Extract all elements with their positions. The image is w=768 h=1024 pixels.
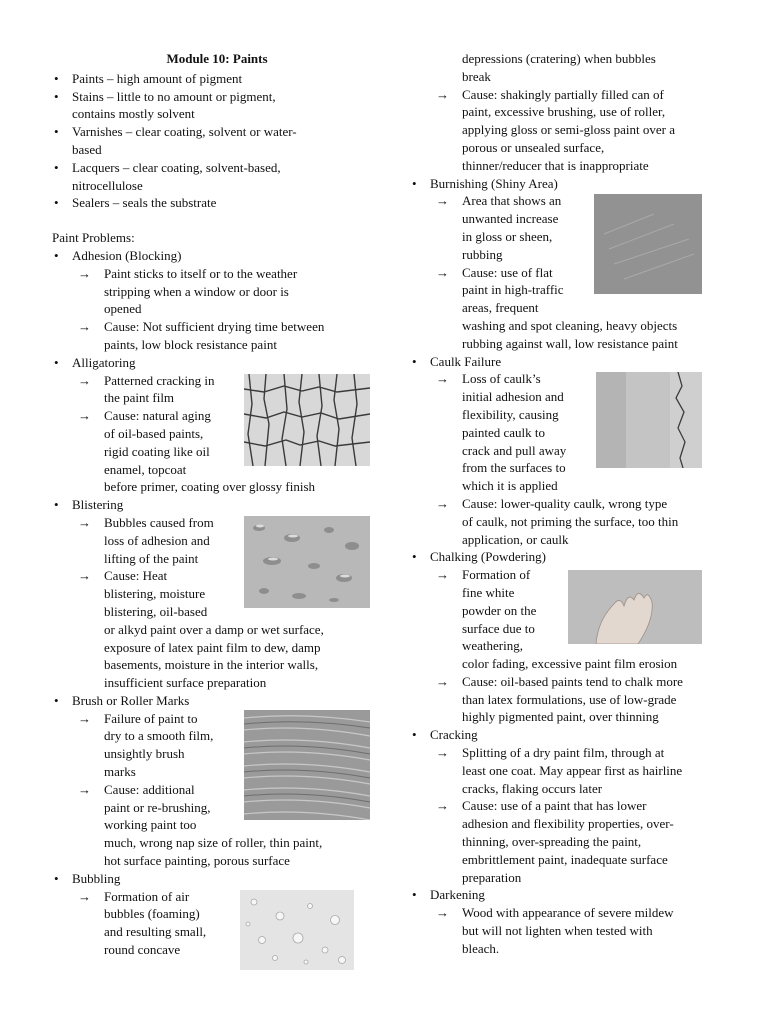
- bubbling-cause: → Cause: shakingly partially filled can of paint, excessive brushing, use of roller, applying gloss or semi-gloss paint over a porous or unsealed surface, thinner/reducer that is inappropriate: [410, 86, 730, 175]
- burnishing-description: → Area that shows an unwanted increase in gloss or sheen, rubbing: [410, 192, 632, 263]
- caulk-description: → Loss of caulk’s initial adhesion and flexibility, causing painted caulk to crack and pull away from the surfaces to which it is applied: [410, 370, 632, 495]
- intro-stains: • Stains – little to no amount or pigment, contains mostly solvent: [52, 88, 382, 124]
- left-column: [52, 50, 382, 959]
- problem-adhesion: • Adhesion (Blocking): [52, 247, 382, 265]
- right-column: [410, 50, 730, 958]
- alligatoring-cause: → Cause: natural aging of oil-based paints, rigid coating like oil enamel, topcoat: [52, 407, 294, 478]
- intro-paints: • Paints – high amount of pigment: [52, 70, 382, 88]
- chalking-description: → Formation of fine white powder on the surface due to weathering,: [410, 566, 622, 655]
- bubbling-description-cont: depressions (cratering) when bubbles break: [462, 51, 656, 84]
- brush-marks-cause: → Cause: additional paint or re-brushing, working paint too: [52, 781, 294, 834]
- page-title: Module 10: Paints: [166, 51, 268, 66]
- problem-alligatoring: • Alligatoring: [52, 354, 382, 372]
- blistering-description: → Bubbles caused from loss of adhesion and lifting of the paint: [52, 514, 294, 567]
- chalking-description-cont: color fading, excessive paint film erosion: [462, 656, 678, 672]
- problems-heading: Paint Problems:: [52, 230, 135, 246]
- problem-brush-marks: • Brush or Roller Marks: [52, 692, 382, 710]
- alligatoring-cause-cont: before primer, coating over glossy finish: [104, 479, 316, 495]
- problem-blistering: • Blistering: [52, 496, 382, 514]
- bubbling-description: → Formation of air bubbles (foaming) and resulting small, round concave: [52, 888, 294, 959]
- blistering-cause-cont: or alkyd paint over a damp or wet surface, exposure of latex paint film to dew, damp basements, moisture in the interior walls, insufficient surface preparation: [104, 621, 324, 691]
- intro-varnishes: • Varnishes – clear coating, solvent or water- based: [52, 123, 382, 159]
- brush-marks-cause-cont: much, wrong nap size of roller, thin paint, hot surface painting, porous surface: [104, 835, 323, 869]
- burnishing-cause: → Cause: use of flat paint in high-traffic areas, frequent: [410, 264, 632, 317]
- problem-cracking: • Cracking: [410, 726, 730, 744]
- problem-bubbling: • Bubbling: [52, 870, 382, 888]
- alligatoring-description: → Patterned cracking in the paint film: [52, 372, 294, 408]
- problem-darkening: • Darkening: [410, 886, 730, 904]
- darkening-description: → Wood with appearance of severe mildew but will not lighten when tested with bleach.: [410, 904, 730, 957]
- burnishing-cause-cont: washing and spot cleaning, heavy objects rubbing against wall, low resistance paint: [462, 317, 678, 351]
- adhesion-cause: → Cause: Not sufficient drying time between paints, low block resistance paint: [52, 318, 382, 354]
- problem-chalking: • Chalking (Powdering): [410, 548, 730, 566]
- chalking-cause: → Cause: oil-based paints tend to chalk more than latex formulations, use of low-grade highly pigmented paint, over thinning: [410, 673, 730, 726]
- problem-caulk-failure: • Caulk Failure: [410, 353, 730, 371]
- caulk-cause: → Cause: lower-quality caulk, wrong type of caulk, not priming the surface, too thin application, or caulk: [410, 495, 730, 548]
- problem-burnishing: • Burnishing (Shiny Area): [410, 175, 730, 193]
- cracking-cause: → Cause: use of a paint that has lower adhesion and flexibility properties, over- thinning, over-spreading the paint, embrittlement paint, inadequate surface preparation: [410, 797, 730, 886]
- blistering-cause: → Cause: Heat blistering, moisture blistering, oil-based: [52, 567, 294, 620]
- cracking-description: → Splitting of a dry paint film, through at least one coat. May appear first as hairline cracks, flaking occurs later: [410, 744, 730, 797]
- intro-lacquers: • Lacquers – clear coating, solvent-based, nitrocellulose: [52, 159, 382, 195]
- adhesion-description: → Paint sticks to itself or to the weather stripping when a window or door is opened: [52, 265, 382, 318]
- brush-marks-description: → Failure of paint to dry to a smooth film, unsightly brush marks: [52, 710, 294, 781]
- intro-sealers: • Sealers – seals the substrate: [52, 194, 382, 212]
